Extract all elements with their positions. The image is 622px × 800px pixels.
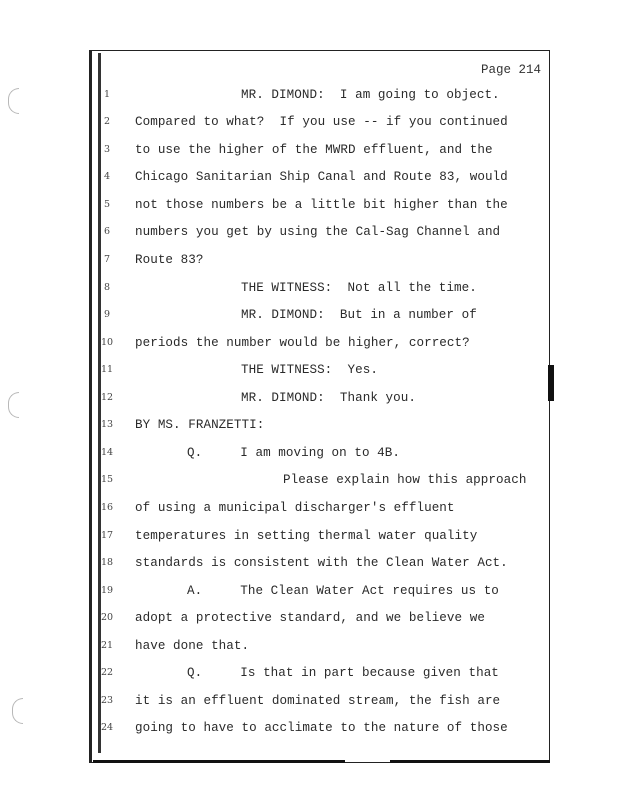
transcript-line: BY MS. FRANZETTI: <box>135 418 265 432</box>
line-number: 12 <box>100 392 114 403</box>
line-number: 4 <box>103 171 111 182</box>
transcript-line: of using a municipal discharger's effluent <box>135 501 455 515</box>
transcript-line: standards is consistent with the Clean Water Act. <box>135 556 508 570</box>
bottom-rule-right <box>390 760 550 763</box>
line-number: 6 <box>103 226 111 237</box>
transcript-line: Route 83? <box>135 253 204 267</box>
transcript-line: A. The Clean Water Act requires us to <box>187 584 499 598</box>
line-number: 16 <box>100 502 114 513</box>
transcript-line: have done that. <box>135 639 250 653</box>
page-number: Page 214 <box>481 63 542 77</box>
line-number: 24 <box>100 722 114 733</box>
transcript-line: Q. Is that in part because given that <box>187 666 499 680</box>
line-number: 11 <box>100 364 114 375</box>
transcript-line: numbers you get by using the Cal-Sag Channel and <box>135 225 501 239</box>
transcript-line: it is an effluent dominated stream, the fish are <box>135 694 501 708</box>
line-number: 7 <box>103 254 111 265</box>
line-number: 21 <box>100 640 114 651</box>
hole-punch-mark <box>12 698 23 724</box>
line-number: 2 <box>103 116 111 127</box>
line-number: 18 <box>100 557 114 568</box>
transcript-line: going to have to acclimate to the nature of those <box>135 721 508 735</box>
line-number: 10 <box>100 337 114 348</box>
line-number: 9 <box>103 309 111 320</box>
line-number: 17 <box>100 530 114 541</box>
line-number: 13 <box>100 419 114 430</box>
transcript-line: to use the higher of the MWRD effluent, and the <box>135 143 493 157</box>
hole-punch-mark <box>8 88 19 114</box>
transcript-line: not those numbers be a little bit higher than the <box>135 198 508 212</box>
transcript-line: THE WITNESS: Yes. <box>241 363 378 377</box>
frame-left-edge <box>89 50 92 763</box>
transcript-line: MR. DIMOND: I am going to object. <box>241 88 500 102</box>
transcript-line: adopt a protective standard, and we believe we <box>135 611 485 625</box>
hole-punch-mark <box>8 392 19 418</box>
line-number: 20 <box>100 612 114 623</box>
transcript-line: MR. DIMOND: But in a number of <box>241 308 477 322</box>
transcript-line: Compared to what? If you use -- if you continued <box>135 115 508 129</box>
transcript-line: periods the number would be higher, correct? <box>135 336 470 350</box>
transcript-line: MR. DIMOND: Thank you. <box>241 391 416 405</box>
line-number: 8 <box>103 282 111 293</box>
line-number: 15 <box>100 474 114 485</box>
line-number: 14 <box>100 447 114 458</box>
transcript-line: Chicago Sanitarian Ship Canal and Route 83, would <box>135 170 508 184</box>
margin-mark <box>548 365 554 401</box>
line-number: 19 <box>100 585 114 596</box>
transcript-line: Q. I am moving on to 4B. <box>187 446 401 460</box>
line-number: 22 <box>100 667 114 678</box>
transcript-line: temperatures in setting thermal water quality <box>135 529 478 543</box>
line-number: 5 <box>103 199 111 210</box>
bottom-rule-left <box>93 760 345 763</box>
line-number: 1 <box>103 89 111 100</box>
transcript-line: THE WITNESS: Not all the time. <box>241 281 477 295</box>
line-number: 3 <box>103 144 111 155</box>
line-number: 23 <box>100 695 114 706</box>
transcript-line: Please explain how this approach <box>283 473 527 487</box>
